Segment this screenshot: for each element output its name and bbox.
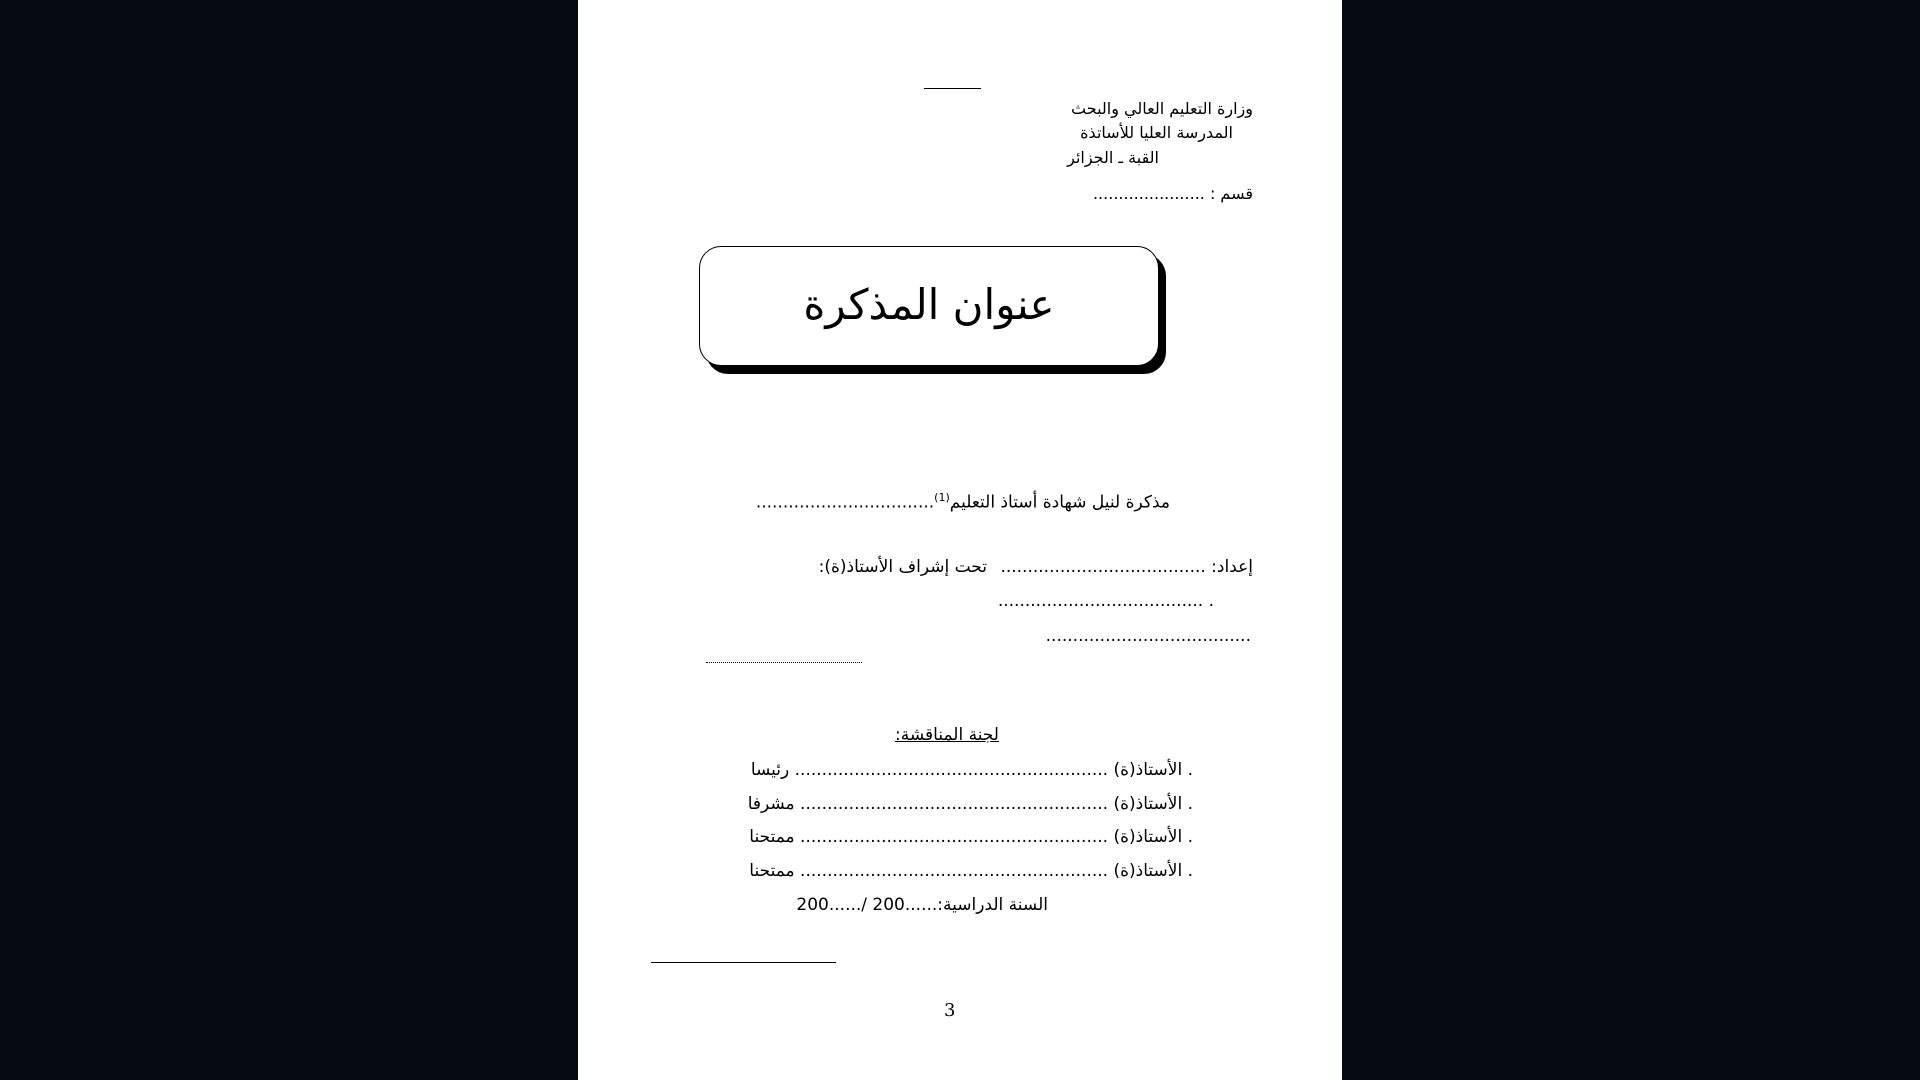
school-line: المدرسة العليا للأساتذة xyxy=(1080,123,1233,142)
ministry-line: وزارة التعليم العالي والبحث xyxy=(1071,99,1253,118)
memoir-title: عنوان المذكرة xyxy=(803,280,1055,329)
supervisor-label: تحت إشراف الأستاذ(ة): xyxy=(818,557,987,577)
committee-member-2: . الأستاذ(ة) ......................................................... مشرفا xyxy=(747,794,1193,814)
degree-text: مذكرة لنيل شهادة أستاذ التعليم xyxy=(949,492,1170,513)
committee-member-3: . الأستاذ(ة) ......................................................... ممتحنا xyxy=(749,827,1193,847)
page-number: 3 xyxy=(944,1000,956,1021)
department-line: قسم : ...................... xyxy=(1092,184,1253,203)
city-line: القبة ـ الجزائر xyxy=(1067,148,1159,167)
committee-member-1: . الأستاذ(ة) .......................................................... رئيسا xyxy=(750,760,1193,780)
academic-year: السنة الدراسية:......200 /......200 xyxy=(796,895,1048,915)
committee-member-4: . الأستاذ(ة) ......................................................... ممتحنا xyxy=(749,861,1193,881)
preparation-label: إعداد: ...................................... xyxy=(1000,557,1253,577)
title-box xyxy=(699,246,1159,366)
degree-dots: ................................. xyxy=(755,492,935,513)
footnote-ref: (1) xyxy=(934,491,950,504)
committee-title: لجنة المناقشة: xyxy=(895,725,999,745)
top-rule xyxy=(924,88,981,89)
footnote-rule xyxy=(651,962,836,963)
preparation-line-3: ...................................... xyxy=(1045,626,1251,646)
degree-line xyxy=(756,487,1170,514)
supervisor-dots xyxy=(706,662,862,663)
document-page xyxy=(578,0,1342,1080)
preparation-line-2: . ...................................... xyxy=(997,591,1214,611)
